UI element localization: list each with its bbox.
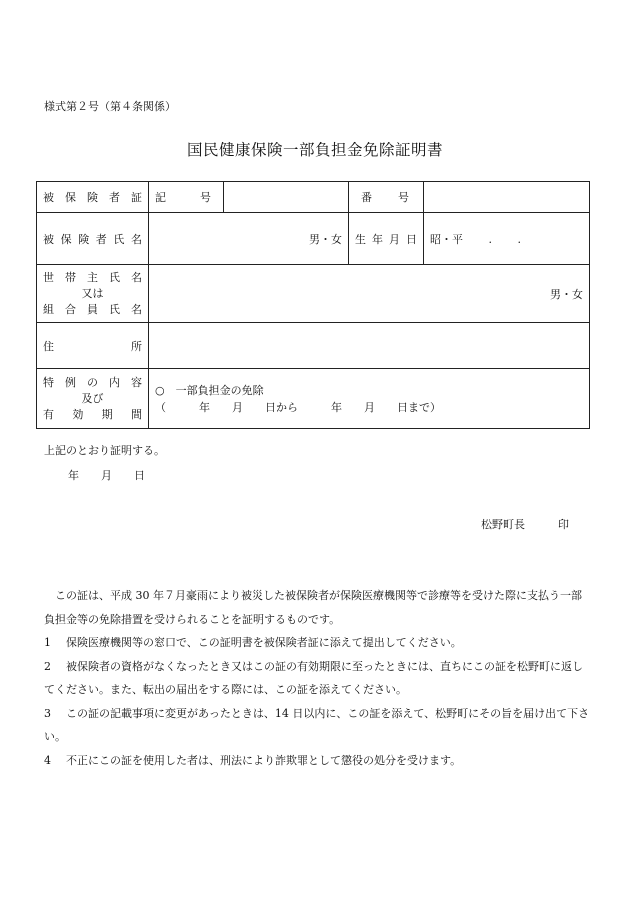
insured-name-label: 被 保 険 者 氏 名 bbox=[37, 213, 149, 265]
special-field[interactable] bbox=[149, 369, 590, 429]
birthdate-label: 生 年 月 日 bbox=[349, 213, 424, 265]
householder-field[interactable] bbox=[149, 265, 590, 323]
notes-intro: この証は、平成 30 年７月豪雨により被災した被保険者が保険医療機関等で診療等を受けた際に支払う一部負担金等の免除措置を受けられることを証明するものです。 bbox=[44, 589, 582, 626]
insured-card-label: 被 保 険 者 証 bbox=[37, 182, 149, 213]
list-item: 1 保険医療機関等の窓口で、この証明書を被保険者証に添えて提出してください。 bbox=[44, 636, 462, 649]
form-number: 様式第２号（第４条関係） bbox=[44, 100, 176, 113]
number-label: 番 号 bbox=[349, 182, 424, 213]
special-label: 特 例 の 内 容 及び 有 効 期 間 bbox=[37, 369, 149, 429]
special-item: ○ 一部負担金の免除 bbox=[155, 383, 264, 397]
certificate-table bbox=[36, 181, 590, 429]
symbol-value-field[interactable] bbox=[224, 182, 349, 213]
symbol-label: 記 号 bbox=[149, 182, 224, 213]
table-row bbox=[37, 182, 590, 213]
list-item: 2 被保険者の資格がなくなったとき又はこの証の有効期限に至ったときには、直ちにこの証を松野町に返してください。また、転出の届出をする際には、この証を添えてください。 bbox=[44, 659, 583, 696]
mayor-line: 松野町長 印 bbox=[481, 518, 569, 531]
special-period: （ 年 月 日から 年 月 日まで） bbox=[155, 400, 441, 414]
sex-option: 男・女 bbox=[309, 232, 342, 246]
date-line: 年 月 日 bbox=[68, 469, 145, 482]
page-title: 国民健康保険一部負担金免除証明書 bbox=[186, 141, 443, 159]
insured-name-field[interactable] bbox=[149, 213, 349, 265]
table-row bbox=[37, 323, 590, 369]
table-row bbox=[37, 265, 590, 323]
certify-text: 上記のとおり証明する。 bbox=[44, 444, 165, 457]
address-field[interactable] bbox=[149, 323, 590, 369]
list-item: 3 この証の記載事項に変更があったときは、14 日以内に、この証を添えて、松野町にその旨を届け出て下さい。 bbox=[44, 706, 590, 743]
table-row bbox=[37, 213, 590, 265]
list-item: 4 不正にこの証を使用した者は、刑法により詐欺罪として懲役の処分を受けます。 bbox=[44, 753, 462, 767]
notes bbox=[44, 584, 592, 772]
householder-label: 世 帯 主 氏 名 又は 組 合 員 氏 名 bbox=[37, 265, 149, 323]
number-value-field[interactable] bbox=[424, 182, 590, 213]
householder-sex-option: 男・女 bbox=[550, 287, 583, 301]
address-label: 住 所 bbox=[37, 323, 149, 369]
table-row bbox=[37, 369, 590, 429]
birthdate-field[interactable]: 昭・平 . . bbox=[424, 213, 590, 265]
